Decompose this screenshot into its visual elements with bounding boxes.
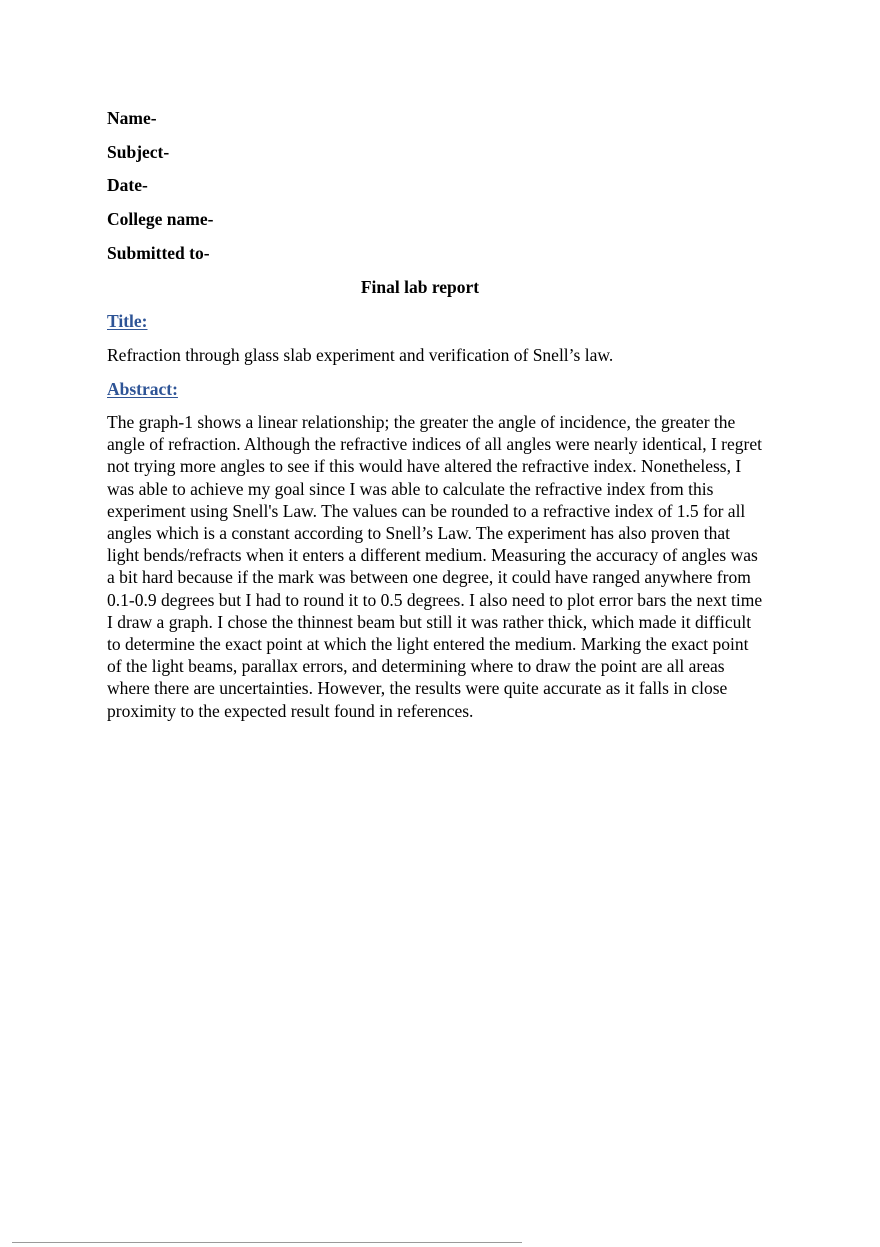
college-name-label: College name- bbox=[107, 209, 214, 229]
abstract-line: The graph-1 shows a linear relationship; the greater the angle of incidence, the greater the bbox=[107, 412, 736, 432]
abstract-line: not trying more angles to see if this would have altered the refractive index. Nonetheless, I bbox=[107, 456, 742, 477]
abstract-paragraph bbox=[107, 411, 779, 722]
abstract-line: light bends/refracts when it enters a different medium. Measuring the accuracy of angles was bbox=[107, 545, 758, 566]
abstract-heading: Abstract: bbox=[107, 379, 178, 399]
title-text: Refraction through glass slab experiment and verification of Snell’s law. bbox=[107, 345, 614, 365]
abstract-line: proximity to the expected result found in references. bbox=[107, 700, 474, 721]
abstract-line: angles which is a constant according to Snell’s Law. The experiment has also proven that bbox=[107, 523, 731, 544]
abstract-line: of the light beams, parallax errors, and determining where to draw the point are all areas bbox=[107, 656, 725, 677]
abstract-line: where there are uncertainties. However, the results were quite accurate as it falls in close bbox=[107, 678, 728, 699]
subject-label: Subject- bbox=[107, 142, 170, 162]
abstract-line: angle of refraction. Although the refractive indices of all angles were nearly identical, I regret bbox=[107, 434, 762, 455]
abstract-line: I draw a graph. I chose the thinnest beam but still it was rather thick, which made it difficult bbox=[107, 611, 752, 632]
abstract-line: a bit hard because if the mark was between one degree, it could have ranged anywhere from bbox=[107, 567, 751, 588]
abstract-line: was able to achieve my goal since I was able to calculate the refractive index from this bbox=[107, 478, 714, 499]
name-label: Name- bbox=[107, 108, 157, 128]
abstract-line: to determine the exact point at which the light entered the medium. Marking the exact point bbox=[107, 634, 749, 655]
abstract-line: 0.1-0.9 degrees but I had to round it to 0.5 degrees. I also need to plot error bars the next time bbox=[107, 589, 763, 610]
date-label: Date- bbox=[107, 175, 148, 195]
submitted-to-label: Submitted to- bbox=[107, 243, 210, 263]
footer-divider bbox=[12, 1242, 522, 1243]
title-heading: Title: bbox=[107, 311, 148, 331]
abstract-line: experiment using Snell's Law. The values can be rounded to a refractive index of 1.5 for all bbox=[107, 500, 746, 521]
report-title: Final lab report bbox=[360, 277, 480, 297]
